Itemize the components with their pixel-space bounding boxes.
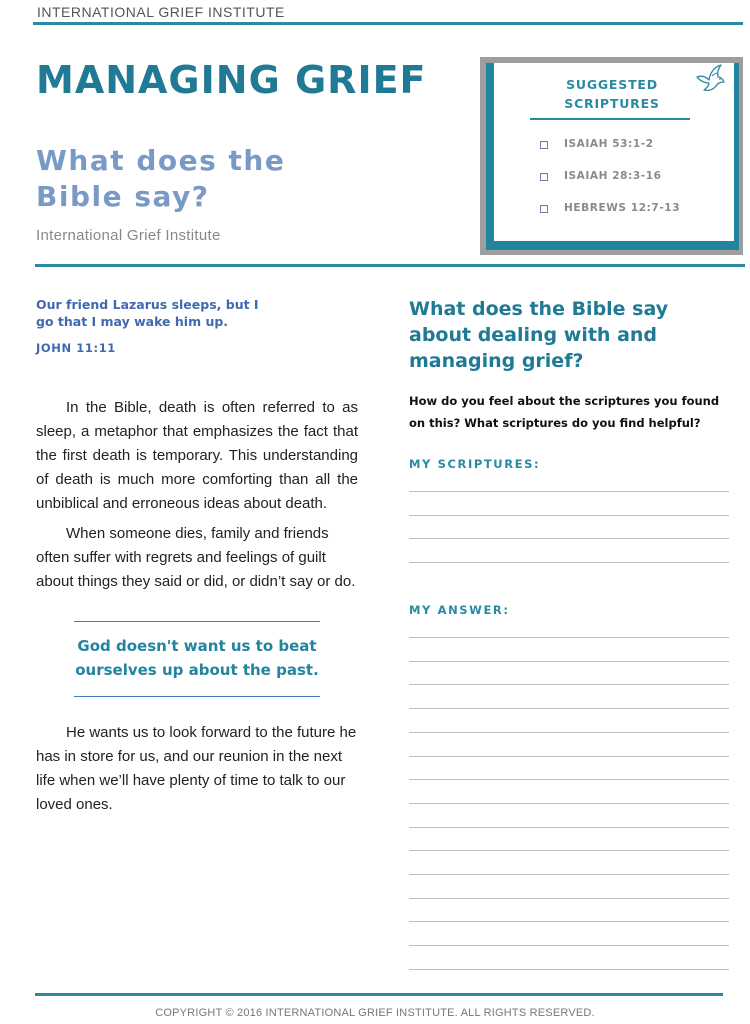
suggested-scriptures-box: [494, 63, 734, 241]
scripture-label: HEBREWS 12:7-13: [564, 202, 681, 214]
writing-line[interactable]: [409, 969, 729, 970]
top-divider: [33, 22, 743, 25]
footer-divider: [35, 993, 723, 996]
writing-line[interactable]: [409, 732, 729, 733]
writing-line[interactable]: [409, 803, 729, 804]
worksheet-heading: What does the Bible say about dealing with and managing grief?: [409, 298, 669, 372]
writing-line[interactable]: [409, 491, 729, 492]
writing-line[interactable]: [409, 827, 729, 828]
writing-line[interactable]: [409, 874, 729, 875]
my-scriptures-label: MY SCRIPTURES:: [409, 457, 541, 471]
scripture-label: ISAIAH 28:3-16: [564, 170, 662, 182]
writing-line[interactable]: [409, 898, 729, 899]
page-subtitle: What does the Bible say?: [36, 144, 286, 213]
writing-line[interactable]: [409, 515, 729, 516]
scripture-list: [540, 138, 680, 234]
worksheet-prompt: How do you feel about the scriptures you found on this? What scriptures do you find helpful?: [409, 394, 720, 430]
scripture-label: ISAIAH 53:1-2: [564, 138, 654, 150]
writing-line[interactable]: [409, 779, 729, 780]
writing-line[interactable]: [409, 562, 729, 563]
scripture-list-item[interactable]: [540, 202, 680, 234]
writing-line[interactable]: [409, 945, 729, 946]
writing-line[interactable]: [409, 921, 729, 922]
writing-line[interactable]: [409, 684, 729, 685]
body-paragraph-2: When someone dies, family and friends often suffer with regrets and feelings of guilt about things they said or did, or didn’t say or do.: [36, 525, 356, 590]
body-paragraph-3: He wants us to look forward to the future he has in store for us, and our reunion in the next life when we’ll have plenty of time to talk to our loved ones.: [36, 724, 357, 813]
checkbox-icon[interactable]: [540, 141, 548, 149]
my-answer-label: MY ANSWER:: [409, 603, 510, 617]
body-paragraph-1: In the Bible, death is often referred to as sleep, a metaphor that emphasizes the fact that the first death is temporary. This understanding of death is much more comforting than all the unbiblical and erroneous ideas about death.: [36, 399, 358, 512]
scripture-list-item[interactable]: [540, 170, 680, 202]
suggested-scriptures-title-line1: SUGGESTED: [566, 77, 658, 92]
writing-line[interactable]: [409, 637, 729, 638]
pull-quote-bottom-rule: [74, 696, 320, 697]
scripture-list-item[interactable]: [540, 138, 680, 170]
pull-quote: God doesn't want us to beat ourselves up about the past.: [75, 637, 319, 679]
copyright-notice: COPYRIGHT © 2016 INTERNATIONAL GRIEF INSTITUTE. ALL RIGHTS RESERVED.: [155, 1007, 595, 1019]
header-top-label: INTERNATIONAL GRIEF INSTITUTE: [37, 4, 285, 20]
writing-line[interactable]: [409, 661, 729, 662]
writing-line[interactable]: [409, 708, 729, 709]
writing-line[interactable]: [409, 756, 729, 757]
pull-quote-top-rule: [74, 621, 320, 622]
dove-icon: [694, 63, 726, 93]
organization-name: International Grief Institute: [36, 227, 221, 244]
page-title: MANAGING GRIEF: [36, 58, 427, 102]
checkbox-icon[interactable]: [540, 173, 548, 181]
bible-quote: Our friend Lazarus sleeps, but I go that I may wake him up.: [36, 297, 259, 329]
checkbox-icon[interactable]: [540, 205, 548, 213]
bible-quote-reference: JOHN 11:11: [36, 341, 116, 355]
writing-line[interactable]: [409, 538, 729, 539]
scripture-box-divider: [530, 118, 690, 120]
writing-line[interactable]: [409, 850, 729, 851]
header-divider: [35, 264, 745, 267]
suggested-scriptures-title-line2: SCRIPTURES: [564, 96, 660, 111]
